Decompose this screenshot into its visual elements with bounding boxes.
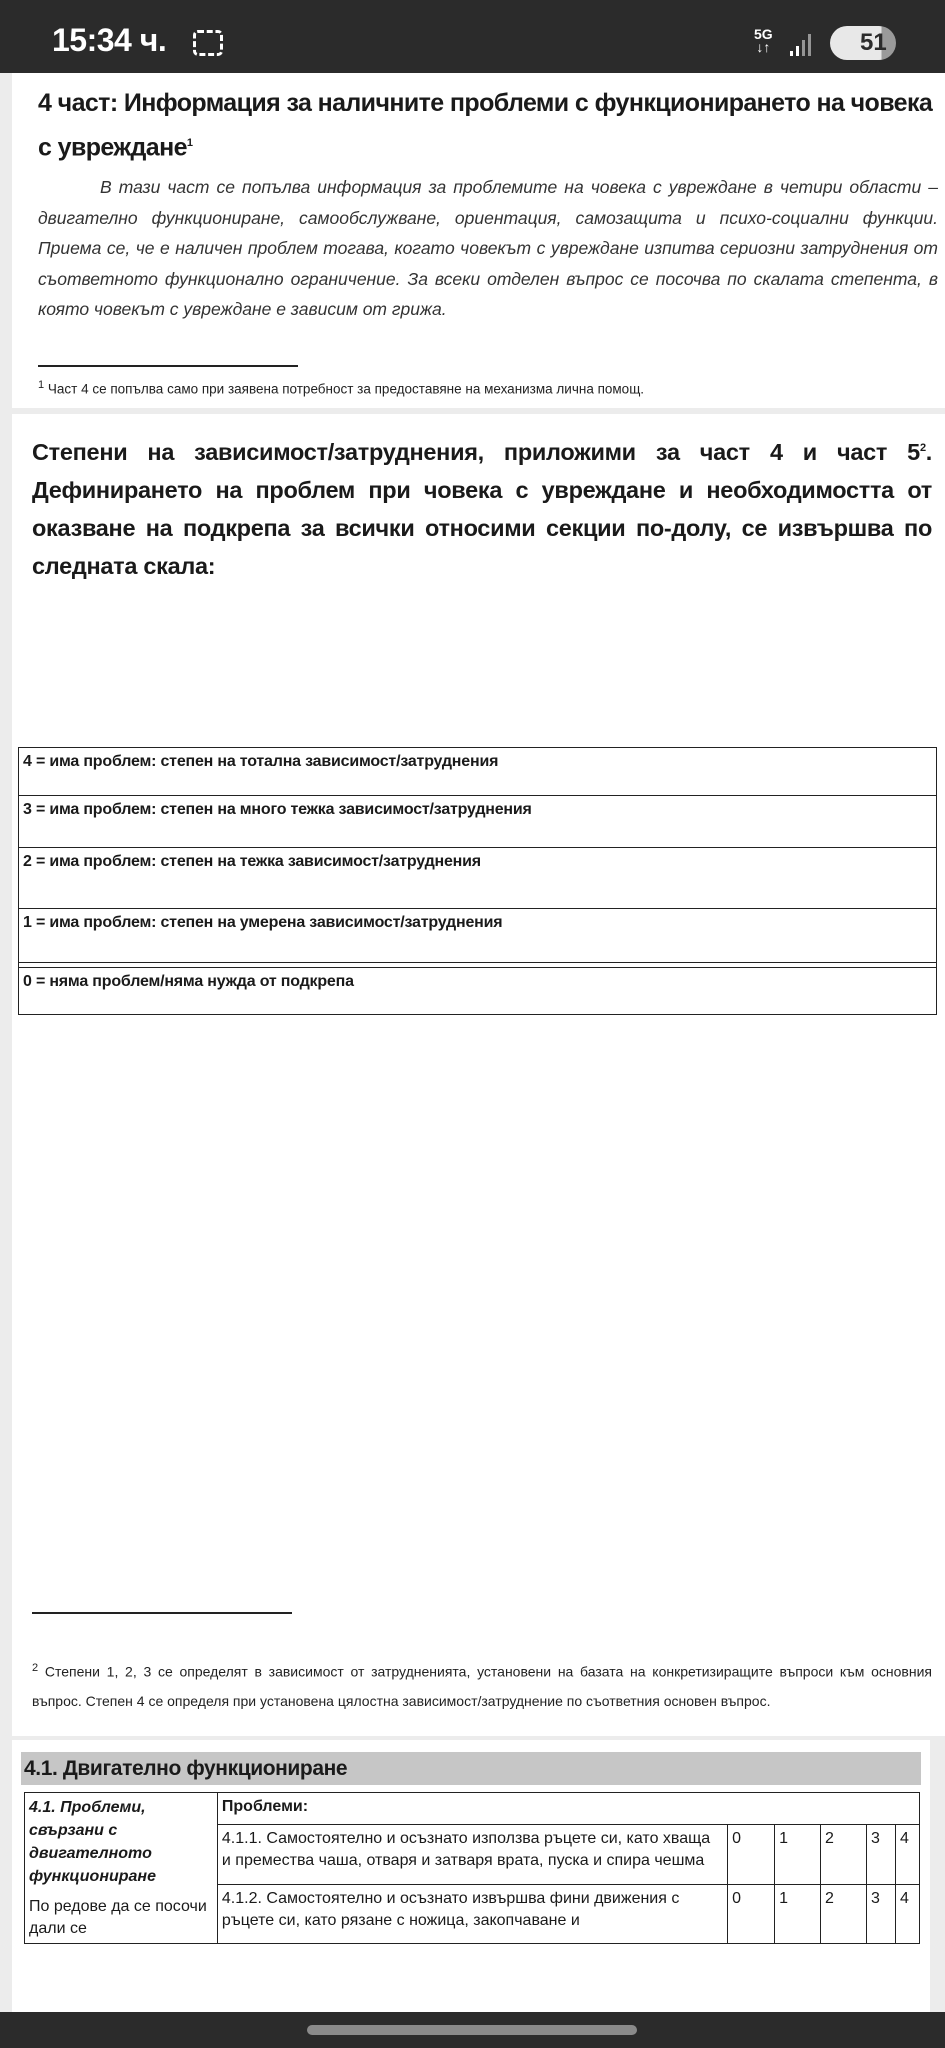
clock: 15:34 ч. [52, 22, 167, 58]
heading-text: Степени на зависимост/затруднения, приложими за част 4 и част 5 [32, 438, 920, 465]
part4-title [38, 83, 938, 167]
battery-level: 51 [860, 29, 887, 56]
score-2[interactable]: 2 [821, 1825, 867, 1885]
network-icon: 5G ↓↑ [754, 26, 773, 55]
status-bar [0, 0, 945, 73]
footnote-text: Степени 1, 2, 3 се определят в зависимост от затрудненията, установени на базата на конкретизиращите въпроси към основния въпрос. Степен 4 се определя при установена цялостна зависимост/затруднение по съответния основен въпрос. [32, 1663, 933, 1709]
score-1[interactable]: 1 [775, 1825, 821, 1885]
scale-level-4: 4 = има проблем: степен на тотална зависимост/затруднения [23, 753, 499, 770]
footnote-ref[interactable]: 1 [186, 137, 193, 149]
footnote-text: Част 4 се попълва само при заявена потребност за предоставяне на механизма лична помощ. [47, 381, 645, 397]
score-3[interactable]: 3 [866, 1884, 895, 1944]
title-text: 4 част: Информация за наличните проблеми с функционирането на човека с увреждане [38, 89, 933, 162]
problems-table [24, 1792, 920, 1944]
problem-text: 4.1.2. Самостоятелно и осъзнато извършва фини движения с ръцете си, като рязане с ножица, закопчаване и [217, 1884, 727, 1944]
document-page-1 [12, 73, 945, 408]
footnote-divider [32, 1612, 292, 1614]
document-page-3 [12, 1740, 930, 2012]
footnote-num: 2 [32, 1662, 39, 1674]
score-4[interactable]: 4 [895, 1825, 919, 1885]
document-page-2 [12, 414, 945, 1736]
score-2[interactable]: 2 [821, 1884, 867, 1944]
intro-paragraph: В тази част се попълва информация за проблемите на човека с увреждане в четири области – двигателно функциониране, самообслужване, ориентация, самозащита и психо-социални функции. Приема се, че е наличен проблем тогава, когато човекът с увреждане изпитва сериозни затруднения от съответното функционално ограничение. За всеки отделен въпрос се посочва по скалата степента, в която човекът с увреждане е зависим от грижа. [38, 177, 938, 319]
footnote-2 [32, 1654, 932, 1716]
section-4-1-heading: 4.1. Двигателно функциониране [21, 1752, 921, 1785]
left-column-cell [25, 1793, 218, 1944]
scale-level-3: 3 = има проблем: степен на много тежка зависимост/затруднения [19, 795, 936, 847]
footnote-1 [38, 371, 938, 404]
signal-icon [790, 30, 811, 56]
footnote-divider [38, 365, 298, 367]
screenshot-icon [193, 30, 223, 56]
score-3[interactable]: 3 [866, 1825, 895, 1885]
left-note: По редове да се посочи дали се [29, 1898, 207, 1937]
scale-level-1: 1 = има проблем: степен на умерена зависимост/затруднения [19, 908, 936, 963]
footnote-num: 1 [38, 379, 45, 391]
scale-table [18, 747, 937, 1015]
scale-heading [32, 429, 932, 585]
scale-level-2: 2 = има проблем: степен на тежка зависимост/затруднения [19, 847, 936, 908]
score-4[interactable]: 4 [895, 1884, 919, 1944]
left-title: 4.1. Проблеми, свързани с двигателното функциониране [29, 1799, 156, 1885]
scale-level-0: 0 = няма проблем/няма нужда от подкрепа [19, 967, 936, 1014]
heading-text-rest: . Дефинирането на проблем при човека с увреждане и необходимостта от оказване на подкрепа за всички относими секции по-долу, се извършва по следната скала: [32, 438, 932, 579]
score-1[interactable]: 1 [775, 1884, 821, 1944]
network-type: 5G [754, 26, 773, 42]
home-gesture-handle[interactable] [307, 2025, 637, 2035]
score-0[interactable]: 0 [728, 1825, 775, 1885]
score-0[interactable]: 0 [728, 1884, 775, 1944]
problem-text: 4.1.1. Самостоятелно и осъзнато използва ръцете си, като хваща и премества чаша, отваря и затваря врата, пуска и спира чешма [217, 1825, 727, 1885]
footnote-ref[interactable]: 2 [919, 442, 926, 454]
battery-icon [830, 26, 896, 60]
problems-header: Проблеми: [217, 1793, 919, 1825]
